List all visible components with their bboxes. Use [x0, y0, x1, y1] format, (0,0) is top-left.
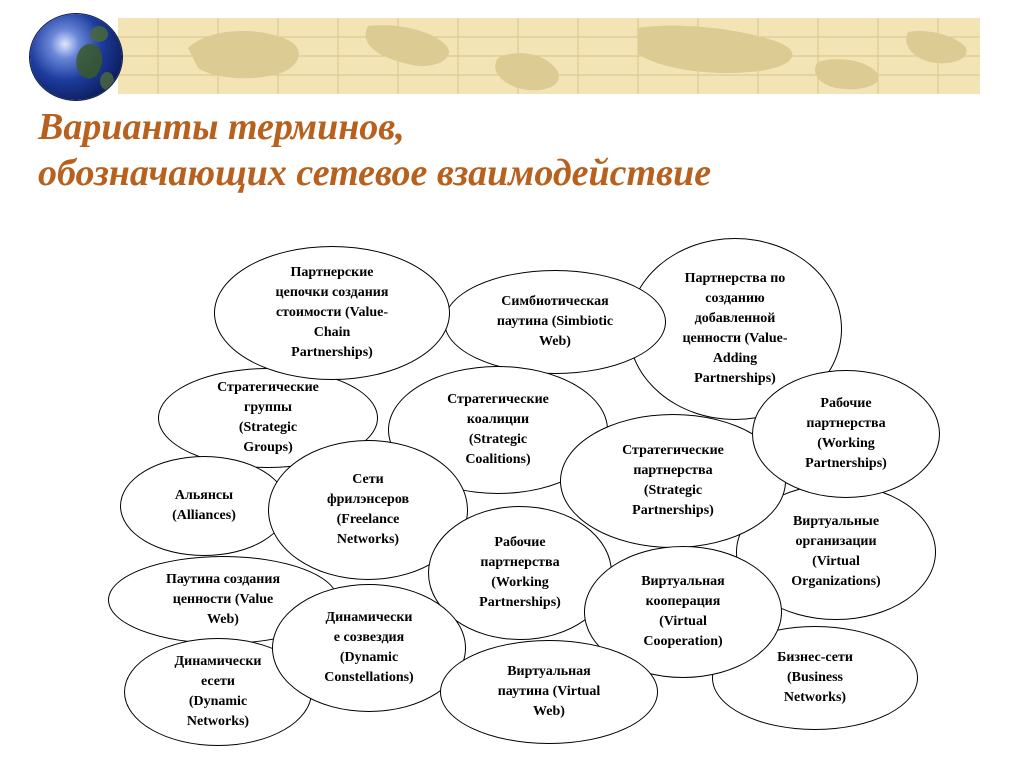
term-label: Стратегические партнерства (Strategic Partnerships) [622, 443, 724, 518]
term-label: Партнерские цепочки создания стоимости (Value- Chain Partnerships) [275, 265, 389, 360]
term-label: Виртуальные организации (Virtual Organizations) [791, 514, 881, 589]
term-label: Стратегические группы (Strategic Groups) [217, 380, 319, 455]
term-label: Рабочие партнерства (Working Partnerships) [805, 396, 887, 471]
term-label: Динамически е созвездия (Dynamic Constellations) [324, 610, 414, 685]
world-map-banner [118, 18, 980, 94]
term-label: Паутина создания ценности (Value Web) [165, 572, 281, 627]
term-label: Виртуальная паутина (Virtual Web) [497, 664, 601, 719]
term-bubble [120, 456, 288, 556]
term-bubble [444, 270, 666, 374]
page-title [38, 104, 998, 196]
term-bubble [272, 584, 466, 712]
globe-icon [30, 14, 122, 100]
term-label: Симбиотическая паутина (Simbiotic Web) [496, 294, 614, 349]
title-line-1: Варианты терминов, [38, 106, 405, 148]
term-label: Бизнес-сети (Business Networks) [777, 650, 853, 705]
term-label: Партнерства по созданию добавленной ценности (Value- Adding Partnerships) [682, 271, 788, 386]
term-label: Альянсы (Alliances) [172, 488, 236, 523]
term-label: Сети фрилэнсеров (Freelance Networks) [326, 472, 410, 547]
term-bubble [752, 370, 940, 498]
term-label: Динамически есети (Dynamic Networks) [174, 654, 262, 729]
term-label: Рабочие партнерства (Working Partnerships) [479, 535, 561, 610]
title-line-2: обозначающих сетевое взаимодействие [38, 152, 712, 194]
term-label: Виртуальная кооперация (Virtual Cooperation) [641, 574, 725, 649]
term-bubble [214, 246, 450, 380]
term-bubble [440, 640, 658, 744]
term-label: Стратегические коалиции (Strategic Coalitions) [447, 392, 549, 467]
